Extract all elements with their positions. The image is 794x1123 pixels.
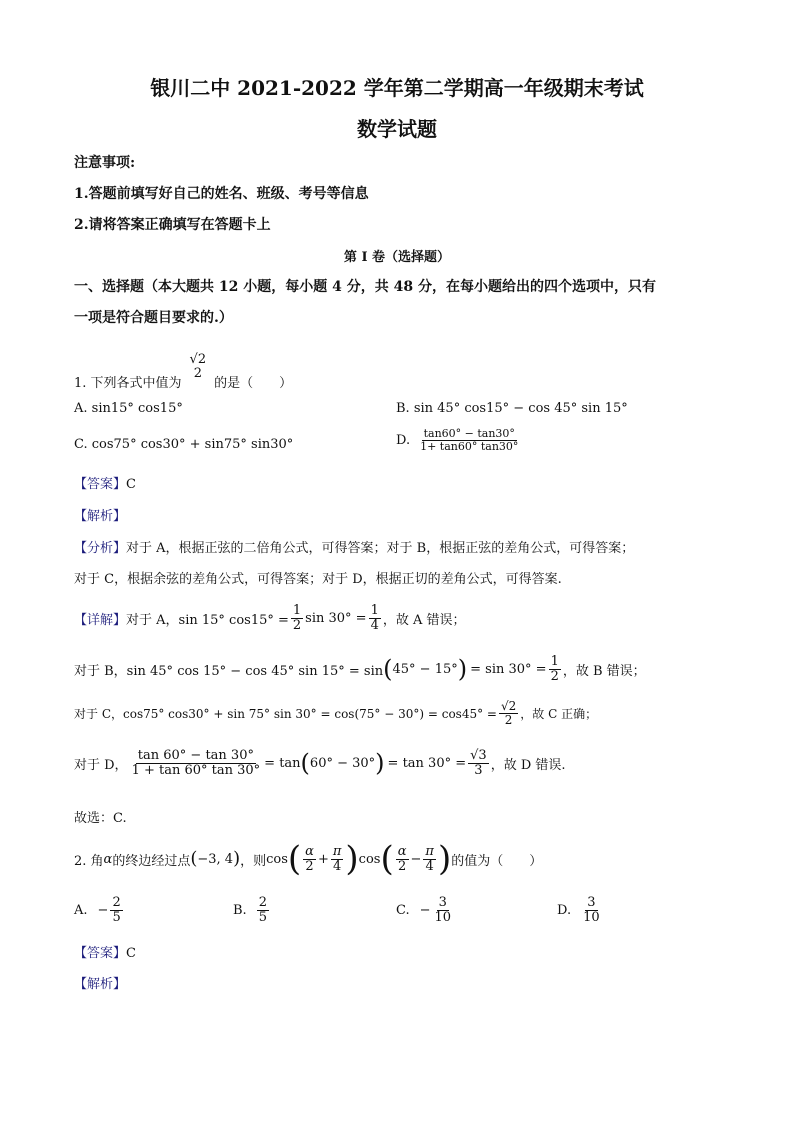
q2-cos2-lparen: ( bbox=[380, 839, 394, 879]
notes-item-1: 1.答题前填写好自己的姓名、班级、考号等信息 bbox=[74, 186, 369, 202]
q2-stem-prefix: 2. 角 bbox=[74, 853, 104, 869]
q2-option-a-num: 2 bbox=[112, 895, 121, 910]
q2-option-a-label: A. bbox=[74, 902, 88, 918]
q1-fenxi-1 bbox=[74, 537, 634, 556]
q1-stem-den: 2 bbox=[193, 365, 202, 381]
q1-detail-a-frac2-num: 1 bbox=[370, 603, 379, 618]
q1-detail-b-paren: 45° − 15° bbox=[392, 661, 458, 677]
q1-detail-d-mid: = tan bbox=[264, 755, 301, 771]
q2-cos1-rparen: ) bbox=[345, 839, 359, 879]
q1-choose: 故选：C. bbox=[74, 811, 127, 826]
q1-answer bbox=[74, 473, 136, 492]
q2-answer-value: C bbox=[126, 946, 136, 961]
q1-detail-a-frac1-num: 1 bbox=[292, 603, 302, 618]
q2-option-a-den: 5 bbox=[112, 909, 121, 925]
q1-detail-d-frac-den: 1 + tan 60° tan 30° bbox=[131, 762, 261, 778]
q2-cos2-frac-a bbox=[396, 845, 409, 873]
q1-fenxi-text-1: 对于 A，根据正弦的二倍角公式，可得答案；对于 B，根据正弦的差角公式，可得答案； bbox=[126, 541, 635, 556]
q2-option-c-frac bbox=[433, 896, 454, 924]
volume-heading: 第 I 卷（选择题） bbox=[343, 250, 451, 265]
q1-detail-tag: 【详解】 bbox=[74, 612, 127, 628]
q1-detail-c-frac-num: √2 bbox=[500, 699, 517, 713]
q2-cos2-frac-a-num: α bbox=[397, 843, 407, 859]
q2-option-d-frac bbox=[581, 896, 602, 924]
q1-option-d-label: D. bbox=[396, 432, 411, 448]
q2-stem-mid2: ，则 bbox=[240, 853, 267, 869]
q1-option-c: C. cos75° cos30° + sin75° sin30° bbox=[74, 437, 294, 452]
q1-detail-b-rparen: ) bbox=[457, 655, 468, 684]
q1-detail-a bbox=[74, 604, 466, 632]
q1-detail-a-frac2-den: 4 bbox=[370, 617, 379, 633]
q1-detail-d-frac-num: tan 60° − tan 30° bbox=[137, 748, 254, 763]
q1-detail-c bbox=[74, 700, 597, 726]
q1-detail-d-post: ，故 D 错误. bbox=[490, 757, 566, 773]
q2-cos2-minus: − bbox=[410, 851, 422, 867]
q2-cos1-frac-pi-den: 4 bbox=[332, 858, 342, 874]
q2-cos2-frac-pi-den: 4 bbox=[425, 858, 434, 874]
q1-fenxi-2: 对于 C，根据余弦的差角公式，可得答案；对于 D，根据正切的差角公式，可得答案. bbox=[74, 572, 562, 587]
q1-detail-b-mid: = sin 30° = bbox=[470, 661, 547, 677]
q2-option-c-num: 3 bbox=[438, 895, 447, 910]
q1-detail-d bbox=[74, 749, 566, 777]
q2-option-a-sign: − bbox=[97, 902, 109, 918]
q1-stem-num: √2 bbox=[189, 351, 207, 367]
q1-detail-b-pre: 对于 B，sin 45° cos 15° − cos 45° sin 15° = sin bbox=[74, 663, 384, 679]
q2-option-b-num: 2 bbox=[258, 895, 267, 910]
page-title: 银川二中 2021-2022 学年第二学期高一年级期末考试 bbox=[150, 76, 644, 100]
q1-stem bbox=[74, 342, 292, 391]
q2-cos1-plus: + bbox=[317, 851, 329, 867]
q1-detail-c-post: ，故 C 正确； bbox=[520, 706, 598, 721]
q2-cos1-frac-a-den: 2 bbox=[305, 858, 314, 874]
q1-detail-d-frac2-num: √3 bbox=[470, 748, 487, 763]
q1-detail-a-frac1-den: 2 bbox=[292, 617, 302, 633]
q1-detail-c-frac bbox=[499, 700, 518, 726]
q1-detail-d-frac bbox=[130, 749, 263, 777]
q1-detail-b-post: ，故 B 错误； bbox=[562, 663, 646, 679]
q1-detail-a-post: ，故 A 错误； bbox=[382, 612, 466, 628]
q1-answer-value: C bbox=[126, 477, 136, 492]
q2-cos1-frac-a bbox=[303, 845, 316, 873]
q1-detail-b-frac bbox=[549, 655, 561, 683]
q1-detail-b bbox=[74, 655, 646, 683]
q2-option-d-num: 3 bbox=[587, 895, 596, 910]
q2-cos2-frac-pi-num: π bbox=[425, 843, 434, 859]
section-intro-2: 一项是符合题目要求的.） bbox=[74, 310, 233, 326]
q2-answer bbox=[74, 942, 136, 961]
q2-cos1-lparen: ( bbox=[287, 839, 302, 879]
q2-cos-2: cos bbox=[358, 851, 381, 867]
q2-cos2-rparen: ) bbox=[437, 839, 452, 879]
q2-alpha: α bbox=[103, 851, 113, 867]
q1-detail-d-pre: 对于 D， bbox=[74, 757, 128, 773]
q2-cos1-frac-pi bbox=[331, 845, 344, 873]
q1-detail-d-rparen: ) bbox=[375, 749, 385, 778]
q1-answer-tag: 【答案】 bbox=[74, 477, 127, 492]
section-intro-1: 一、选择题（本大题共 12 小题，每小题 4 分，共 48 分，在每小题给出的四个选项中，只有 bbox=[74, 279, 656, 295]
q2-cos-1: cos bbox=[266, 851, 288, 867]
q1-detail-b-frac-num: 1 bbox=[550, 654, 559, 669]
q1-option-a: A. sin15° cos15° bbox=[74, 401, 183, 416]
q2-answer-tag: 【答案】 bbox=[74, 946, 127, 961]
q2-option-d bbox=[557, 896, 604, 924]
q1-stem-prefix: 1. 下列各式中值为 bbox=[74, 376, 182, 391]
q1-fenxi-tag: 【分析】 bbox=[74, 541, 127, 556]
q2-option-c bbox=[396, 896, 455, 924]
q1-detail-d-frac2 bbox=[468, 749, 489, 777]
q1-option-d-fraction bbox=[418, 428, 520, 452]
q2-stem bbox=[74, 839, 543, 879]
q2-option-d-label: D. bbox=[557, 902, 572, 918]
q2-cos2-frac-a-den: 2 bbox=[397, 858, 407, 874]
q2-stem-mid: 的终边经过点 bbox=[112, 853, 191, 869]
q1-detail-c-pre: 对于 C，cos75° cos30° + sin 75° sin 30° = cos(75° − 30°) = cos45° = bbox=[74, 706, 497, 721]
q1-detail-b-lparen: ( bbox=[383, 655, 393, 684]
notes-heading: 注意事项: bbox=[74, 155, 136, 171]
q1-analysis-tag: 【解析】 bbox=[74, 509, 127, 524]
q1-detail-a-pre: 对于 A，sin 15° cos15° = bbox=[126, 612, 289, 628]
q2-stem-suffix: 的值为（ ） bbox=[451, 853, 543, 869]
q2-cos1-frac-a-num: α bbox=[305, 843, 314, 859]
q1-option-d-num: tan60° − tan30° bbox=[423, 427, 515, 440]
q1-detail-a-mid: sin 30° = bbox=[305, 610, 367, 626]
q2-cos1-frac-pi-num: π bbox=[332, 843, 342, 859]
q2-point-lparen: ( bbox=[190, 848, 198, 869]
q2-option-c-den: 10 bbox=[434, 909, 452, 925]
q1-detail-a-frac2 bbox=[369, 604, 381, 632]
q2-option-c-label: C. bbox=[396, 902, 410, 918]
q1-detail-d-mid2: = tan 30° = bbox=[387, 755, 467, 771]
q1-stem-fraction bbox=[188, 353, 209, 380]
q1-option-d-den: 1+ tan60° tan30° bbox=[420, 439, 519, 453]
q1-option-b: B. sin 45° cos15° − cos 45° sin 15° bbox=[396, 401, 628, 416]
q1-detail-d-frac2-den: 3 bbox=[474, 762, 483, 778]
q1-detail-b-frac-den: 2 bbox=[550, 668, 559, 684]
q2-option-a-frac bbox=[110, 896, 122, 924]
q1-option-d bbox=[396, 428, 522, 452]
q2-analysis-tag: 【解析】 bbox=[74, 977, 127, 992]
q2-point-rparen: ) bbox=[233, 848, 241, 869]
q2-option-c-sign: − bbox=[419, 902, 431, 918]
q2-option-b bbox=[233, 896, 271, 924]
q1-detail-c-frac-den: 2 bbox=[504, 712, 513, 727]
q2-option-b-label: B. bbox=[233, 902, 247, 918]
q1-stem-suffix: 的是（ ） bbox=[214, 376, 293, 391]
q1-detail-d-paren: 60° − 30° bbox=[309, 755, 376, 771]
page-subtitle: 数学试题 bbox=[357, 117, 437, 141]
q1-detail-a-frac1 bbox=[291, 604, 303, 632]
q2-option-a bbox=[74, 896, 125, 924]
q2-option-d-den: 10 bbox=[583, 909, 600, 925]
q2-option-b-frac bbox=[257, 896, 269, 924]
notes-item-2: 2.请将答案正确填写在答题卡上 bbox=[74, 217, 271, 233]
q2-option-b-den: 5 bbox=[258, 909, 267, 925]
q2-cos2-frac-pi bbox=[423, 845, 436, 873]
q2-point: −3, 4 bbox=[197, 851, 234, 867]
q1-detail-d-lparen: ( bbox=[300, 749, 310, 778]
